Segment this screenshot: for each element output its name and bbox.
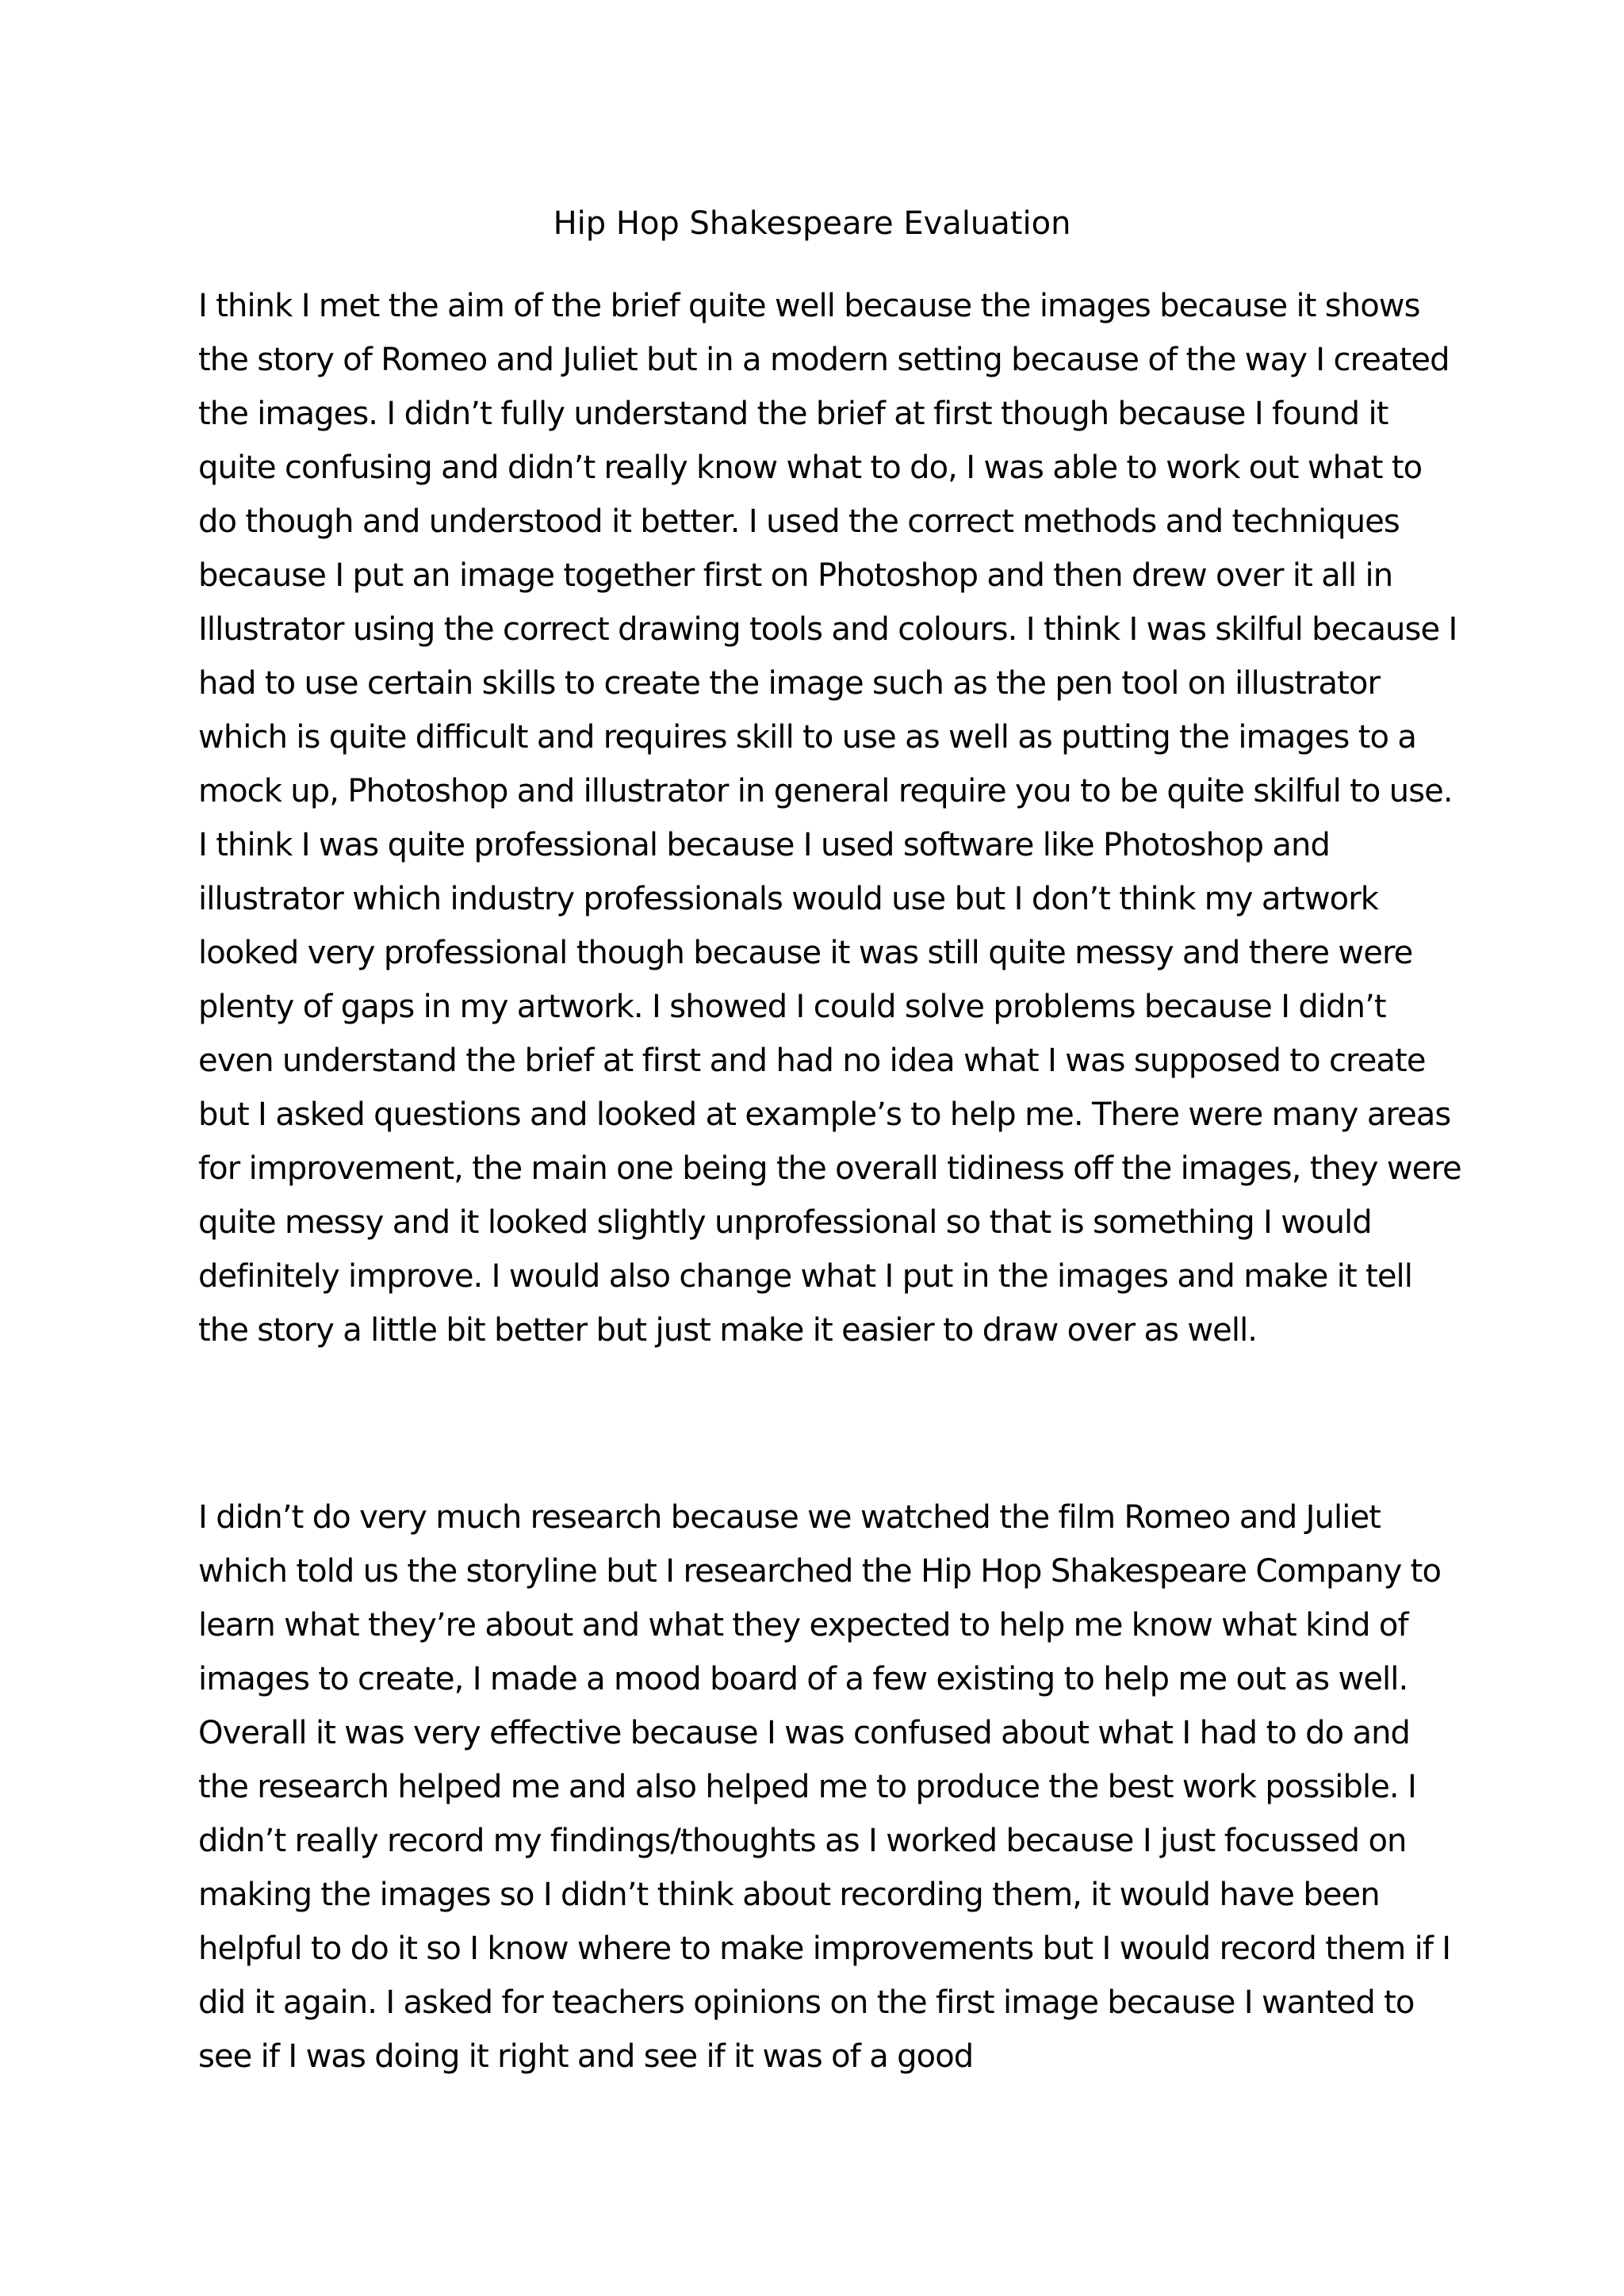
- paragraph-evaluation: I think I met the aim of the brief quite well because the images because it shows the story of Romeo and Juliet but in a modern setting because of the way I created the images. I didn’t fully understand the brief at first though because I found it quite confusing and didn’t really know what to do, I was able to work out what to do though and understood it better. I used the correct methods and techniques because I put an image together first on Photoshop and then drew over it all in Illustrator using the correct drawing tools and colours. I think I was skilful because I had to use certain skills to create the image such as the pen tool on illustrator which is quite difficult and requires skill to use as well as putting the images to a mock up, Photoshop and illustrator in general require you to be quite skilful to use. I think I was quite professional because I used software like Photoshop and illustrator which industry professionals would use but I don’t think my artwork looked very professional though because it was still quite messy and there were plenty of gaps in my artwork. I showed I could solve problems because I didn’t even understand the brief at first and had no idea what I was supposed to create but I asked questions and looked at example’s to help me. There were many areas for improvement, the main one being the overall tidiness off the images, they were quite messy and it looked slightly unprofessional so that is something I would definitely improve. I would also change what I put in the images and make it tell the story a little bit better but just make it easier to draw over as well.: [198, 288, 1461, 1349]
- document-title: Hip Hop Shakespeare Evaluation: [553, 205, 1071, 242]
- paragraph-research: I didn’t do very much research because we watched the film Romeo and Juliet which told us the storyline but I researched the Hip Hop Shakespeare Company to learn what they’re about and what they expected to help me know what kind of images to create, I made a mood board of a few existing to help me out as well. Overall it was very effective because I was confused about what I had to do and the research helped me and also helped me to produce the best work possible. I didn’t really record my findings/thoughts as I worked because I just focussed on making the images so I didn’t think about recording them, it would have been helpful to do it so I know where to make improvements but I would record them if I did it again. I asked for teachers opinions on the first image because I wanted to see if I was doing it right and see if it was of a good: [198, 1499, 1451, 2075]
